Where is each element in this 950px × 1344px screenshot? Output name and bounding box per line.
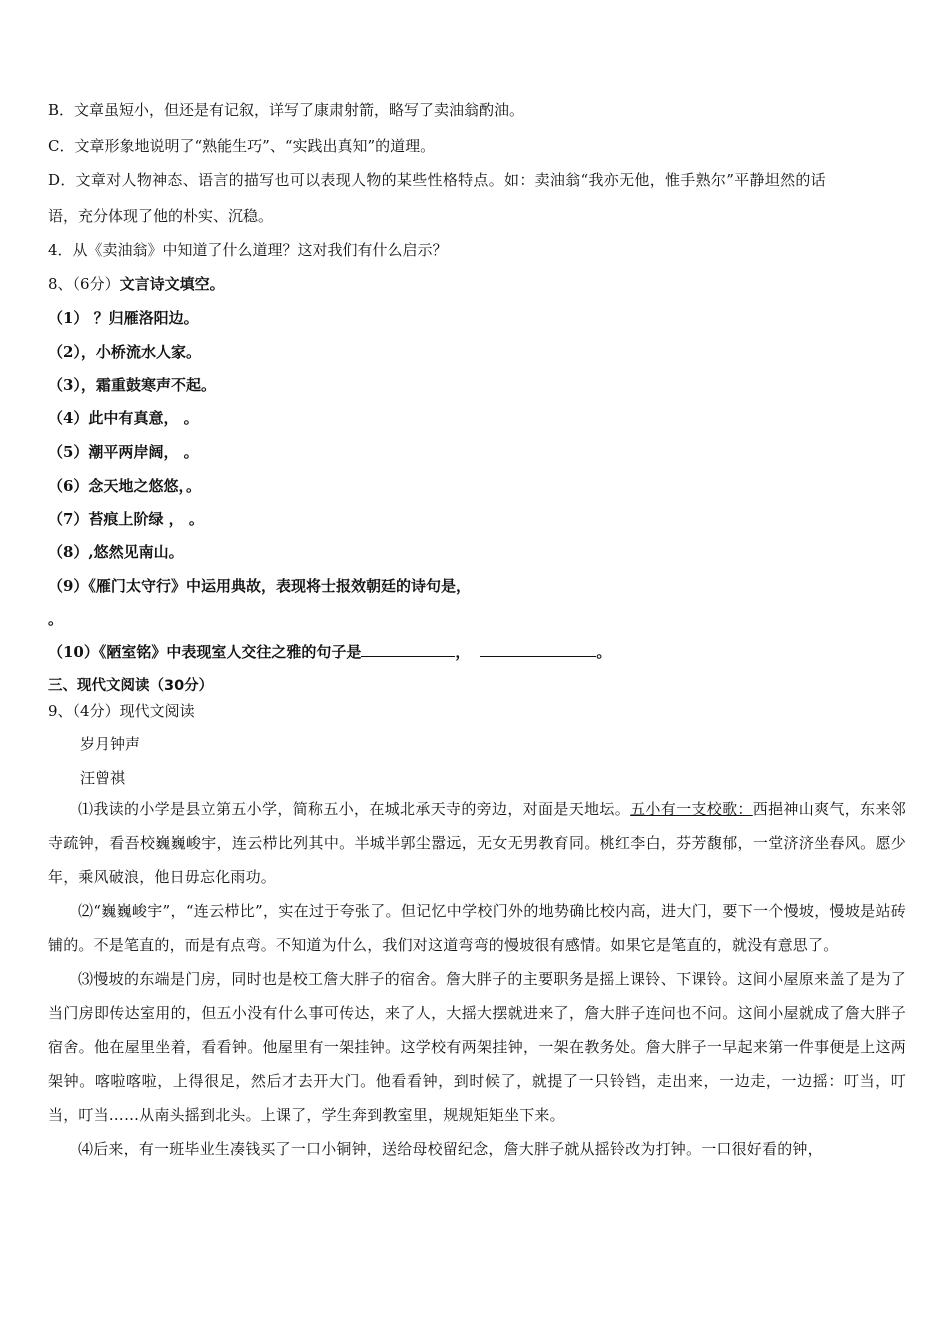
paragraph: ⑷后来，有一班毕业生凑钱买了一口小铜钟，送给母校留纪念，詹大胖子就从摇铃改为打钟。一口很好看的钟， [78, 1140, 823, 1158]
q3-option-b: B．文章虽短小，但还是有记叙，详写了康肃射箭，略写了卖油翁酌油。 [48, 101, 525, 119]
question-8-heading [48, 274, 225, 294]
item10-mid: ， [455, 643, 471, 661]
q3-option-d: D．文章对人物神态、语言的描写也可以表现人物的某些性格特点。如：卖油翁“我亦无他，惟手熟尔”平静坦然的话 [48, 171, 826, 189]
poem-fill-item-cont: 。 [48, 610, 64, 628]
q3-option-c: C．文章形象地说明了“熟能生巧”、“实践出真知”的道理。 [48, 137, 436, 155]
poem-fill-item: （2），小桥流水人家。 [48, 343, 201, 361]
question-4: 4．从《卖油翁》中知道了什么道理？这对我们有什么启示？ [48, 241, 448, 259]
paragraph: ⑵“巍巍峻宇”，“连云栉比”，实在过于夸张了。但记忆中学校门外的地势确比校内高，进大门，要下一个慢坡，慢坡是站砖铺的。不是笔直的，而是有点弯。不知道为什么，我们对这道弯弯的慢坡很有感情。如果它是笔直的，就没有意思了。 [48, 902, 906, 954]
poem-fill-item-10 [48, 642, 611, 662]
paragraph [48, 792, 906, 894]
section-heading: 三、现代文阅读（30分） [48, 678, 214, 694]
answer-blank [480, 642, 596, 657]
q3-option-d-cont: 语，充分体现了他的朴实、沉稳。 [48, 207, 274, 225]
paragraph-text: 西挹神山爽气，东来邻寺疏钟，看吾校巍巍峻宇，连云栉比列其中。半城半郭尘嚣远，无女无男教育同。桃红李白，芬芳馥郁，一堂济济坐春风。愿少年，乘风破浪，他日毋忘化雨功。 [48, 800, 906, 886]
poem-fill-item: （1） ？归雁洛阳边。 [48, 309, 199, 327]
question-8-title: 文言诗文填空。 [119, 275, 225, 293]
answer-blank [361, 642, 455, 657]
essay-body [48, 792, 906, 1166]
essay-title: 岁月钟声 [80, 735, 141, 753]
poem-fill-item: （3），霜重鼓寒声不起。 [48, 376, 216, 394]
essay-author: 汪曾祺 [80, 769, 126, 787]
poem-fill-item: （8）,悠然见南山。 [48, 543, 184, 561]
paragraph-text: ⑴我读的小学是县立第五小学，简称五小，在城北承天寺的旁边，对面是天地坛。 [78, 800, 631, 818]
question-9-heading: 9、（4分）现代文阅读 [48, 702, 195, 720]
question-8-number: 8、（6分） [48, 275, 120, 293]
item10-prefix: （10）《陋室铭》中表现室人交往之雅的句子是 [48, 643, 362, 661]
poem-fill-item: （9）《雁门太守行》中运用典故，表现将士报效朝廷的诗句是， [48, 577, 471, 595]
item10-end: 。 [596, 643, 612, 661]
poem-fill-item: （5）潮平两岸阔， 。 [48, 443, 199, 461]
poem-fill-item: （4）此中有真意， 。 [48, 409, 199, 427]
poem-fill-item: （7）苔痕上阶绿 ， 。 [48, 510, 204, 528]
poem-fill-item: （6）念天地之悠悠，。 [48, 477, 201, 495]
underlined-text: 五小有一支校歌： [630, 800, 753, 818]
paragraph: ⑶慢坡的东端是门房，同时也是校工詹大胖子的宿舍。詹大胖子的主要职务是摇上课铃、下课铃。这间小屋原来盖了是为了当门房即传达室用的，但五小没有什么事可传达，来了人，大摇大摆就进来了，詹大胖子连问也不问。这间小屋就成了詹大胖子宿舍。他在屋里坐着，看看钟。他屋里有一架挂钟。这学校有两架挂钟，一架在教务处。詹大胖子一早起来第一件事便是上这两架钟。喀啦喀啦，上得很足，然后才去开大门。他看看钟，到时候了，就提了一只铃铛，走出来，一边走，一边摇：叮当，叮当，叮当……从南头摇到北头。上课了，学生奔到教室里，规规矩矩坐下来。 [48, 970, 906, 1124]
